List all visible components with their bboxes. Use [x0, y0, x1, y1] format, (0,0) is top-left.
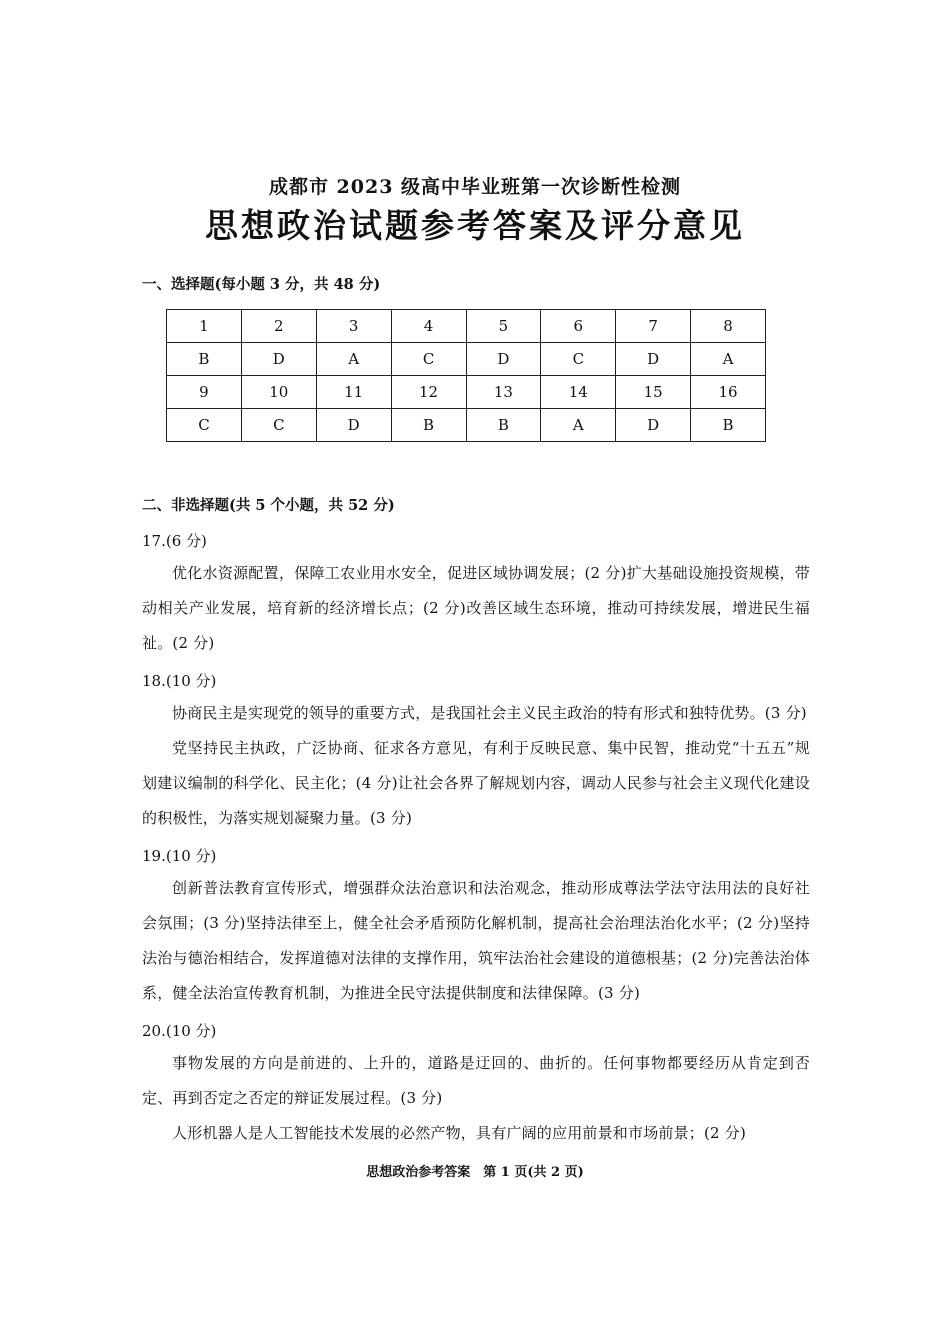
table-cell: D [241, 343, 316, 376]
table-cell: C [391, 343, 466, 376]
page-title: 思想政治试题参考答案及评分意见 [205, 206, 745, 245]
table-cell: 7 [616, 310, 691, 343]
table-cell: 6 [541, 310, 616, 343]
question-19-answer: 创新普法教育宣传形式，增强群众法治意识和法治观念，推动形成尊法学法守法用法的良好社会氛围；(3 分)坚持法律至上，健全社会矛盾预防化解机制，提高社会治理法治化水平；(2 分)坚持法治与德治相结合，发挥道德对法律的支撑作用，筑牢法治社会建设的道德根基；(2 分)完善法治体系，健全法治宣传教育机制，为推进全民守法提供制度和法律保障。(3 分) [142, 879, 810, 1002]
table-cell: A [691, 343, 766, 376]
table-cell: A [541, 409, 616, 442]
table-cell: D [616, 409, 691, 442]
table-row [167, 343, 766, 376]
table-cell: C [241, 409, 316, 442]
table-cell: 4 [391, 310, 466, 343]
table-cell: B [466, 409, 541, 442]
exam-subtitle: 成都市 2023 级高中毕业班第一次诊断性检测 [268, 176, 682, 198]
question-20-answer-1: 事物发展的方向是前进的、上升的，道路是迂回的、曲折的。任何事物都要经历从肯定到否定、再到否定之否定的辩证发展过程。(3 分) [142, 1054, 810, 1107]
question-18-label: 18.(10 分) [142, 672, 217, 690]
page-footer: 思想政治参考答案 第 1 页(共 2 页) [366, 1165, 584, 1180]
question-20-label: 20.(10 分) [142, 1022, 217, 1040]
table-cell: C [167, 409, 242, 442]
question-20-answer-2: 人形机器人是人工智能技术发展的必然产物，具有广阔的应用前景和市场前景；(2 分) [172, 1124, 747, 1142]
table-cell: 10 [241, 376, 316, 409]
table-cell: D [316, 409, 391, 442]
table-row [167, 310, 766, 343]
section-2-heading: 二、非选择题(共 5 个小题，共 52 分) [142, 497, 395, 514]
table-cell: 15 [616, 376, 691, 409]
table-cell: 3 [316, 310, 391, 343]
question-18-answer-2: 党坚持民主执政，广泛协商、征求各方意见，有利于反映民意、集中民智，推动党“十五五”规划建议编制的科学化、民主化；(4 分)让社会各界了解规划内容，调动人民参与社会主义现代化建设的积极性，为落实规划凝聚力量。(3 分) [142, 739, 810, 827]
table-cell: D [466, 343, 541, 376]
table-cell: 2 [241, 310, 316, 343]
question-17-answer: 优化水资源配置，保障工农业用水安全，促进区域协调发展；(2 分)扩大基础设施投资规模，带动相关产业发展，培育新的经济增长点；(2 分)改善区域生态环境，推动可持续发展，增进民生福祉。(2 分) [142, 564, 810, 652]
table-cell: D [616, 343, 691, 376]
table-cell: 12 [391, 376, 466, 409]
table-row [167, 409, 766, 442]
table-cell: 1 [167, 310, 242, 343]
table-cell: 11 [316, 376, 391, 409]
table-cell: B [391, 409, 466, 442]
table-row [167, 376, 766, 409]
table-cell: 16 [691, 376, 766, 409]
table-cell: 14 [541, 376, 616, 409]
table-cell: B [691, 409, 766, 442]
question-17-label: 17.(6 分) [142, 532, 207, 550]
question-18-answer-1: 协商民主是实现党的领导的重要方式，是我国社会主义民主政治的特有形式和独特优势。(3 分) [172, 704, 807, 722]
answer-table [166, 309, 766, 442]
table-cell: A [316, 343, 391, 376]
question-19-label: 19.(10 分) [142, 847, 217, 865]
table-cell: 9 [167, 376, 242, 409]
table-cell: C [541, 343, 616, 376]
table-cell: 8 [691, 310, 766, 343]
section-1-heading: 一、选择题(每小题 3 分，共 48 分) [142, 276, 381, 293]
table-cell: B [167, 343, 242, 376]
table-cell: 13 [466, 376, 541, 409]
table-cell: 5 [466, 310, 541, 343]
